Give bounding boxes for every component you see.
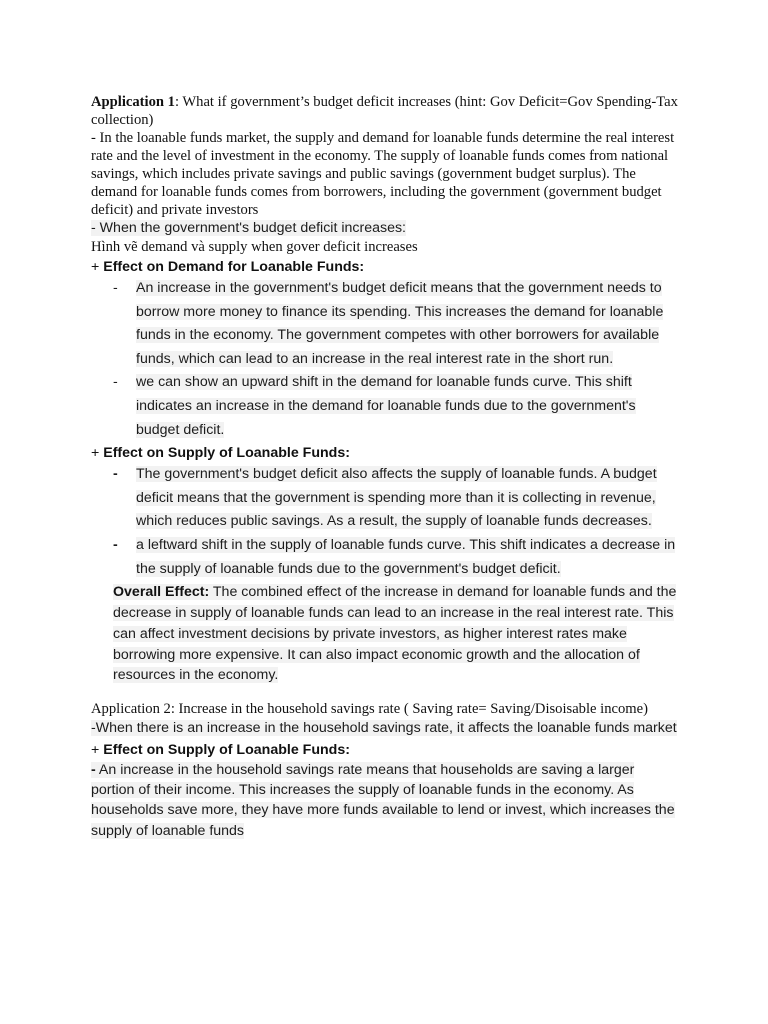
bullet-dash: - [113, 466, 118, 483]
demand-bullet-list [91, 277, 681, 442]
bullet-dash: - [113, 280, 118, 296]
application-2-supply-heading: + Effect on Supply of Loanable Funds: [91, 741, 350, 758]
supply-bullet-list [91, 463, 681, 581]
supply-heading: + Effect on Supply of Loanable Funds: [91, 445, 350, 462]
application-2-intro: -When there is an increase in the household savings rate, it affects the loanable funds market [91, 720, 677, 737]
list-item: - An increase in the government's budget deficit means that the government needs to borrow more money to finance its spending. This increases the demand for loanable funds in the economy. The government competes with other borrowers for available funds, which can lead to an increase in the real interest rate in the short run. [91, 277, 681, 371]
application-2-paragraph: - An increase in the household savings rate means that households are saving a larger portion of their income. This increases the supply of loanable funds in the economy. As households save more, they have more funds available to lend or invest, which increases the supply of loanable funds [91, 761, 675, 839]
bullet-dash: - [113, 536, 118, 553]
application-1-intro: - In the loanable funds market, the supply and demand for loanable funds determine the real interest rate and the level of investment in the economy. The supply of loanable funds comes from national savings, which includes private savings and public savings (government budget surplus). The demand for loanable funds comes from borrowers, including the government (government budget deficit) and private investors [91, 130, 675, 218]
section-spacer [91, 686, 681, 700]
figure-note: Hình vẽ demand và supply when gover deficit increases [91, 239, 418, 255]
overall-effect-label: Overall Effect: [113, 584, 210, 601]
application-1-label: Application 1 [91, 94, 175, 110]
bullet-dash: - [113, 374, 118, 391]
when-deficit-line: - When the government's budget deficit increases: [91, 220, 406, 236]
demand-heading: + Effect on Demand for Loanable Funds: [91, 259, 365, 275]
overall-effect-paragraph: Overall Effect: The combined effect of the increase in demand for loanable funds and the decrease in supply of loanable funds can lead to an increase in the real interest rate. This can affect investment decisions by private investors, as higher interest rates make borrowing more expensive. It can also impact economic growth and the allocation of resources in the economy. [113, 584, 677, 684]
application-1-question: : What if government’s budget deficit increases (hint: Gov Deficit=Gov Spending-Tax collection) [91, 94, 678, 128]
list-item: - we can show an upward shift in the demand for loanable funds curve. This shift indicates an increase in the demand for loanable funds due to the government's budget deficit. [91, 371, 681, 442]
list-item: - The government's budget deficit also affects the supply of loanable funds. A budget deficit means that the government is spending more than it is collecting in revenue, which reduces public savings. As a result, the supply of loanable funds decreases. [91, 463, 681, 534]
application-1-title [91, 93, 681, 129]
application-2-title: Application 2: Increase in the household savings rate ( Saving rate= Saving/Disoisable income) [91, 701, 648, 718]
list-item: - a leftward shift in the supply of loanable funds curve. This shift indicates a decrease in the supply of loanable funds due to the government's budget deficit. [91, 534, 681, 581]
document-page [91, 93, 681, 841]
